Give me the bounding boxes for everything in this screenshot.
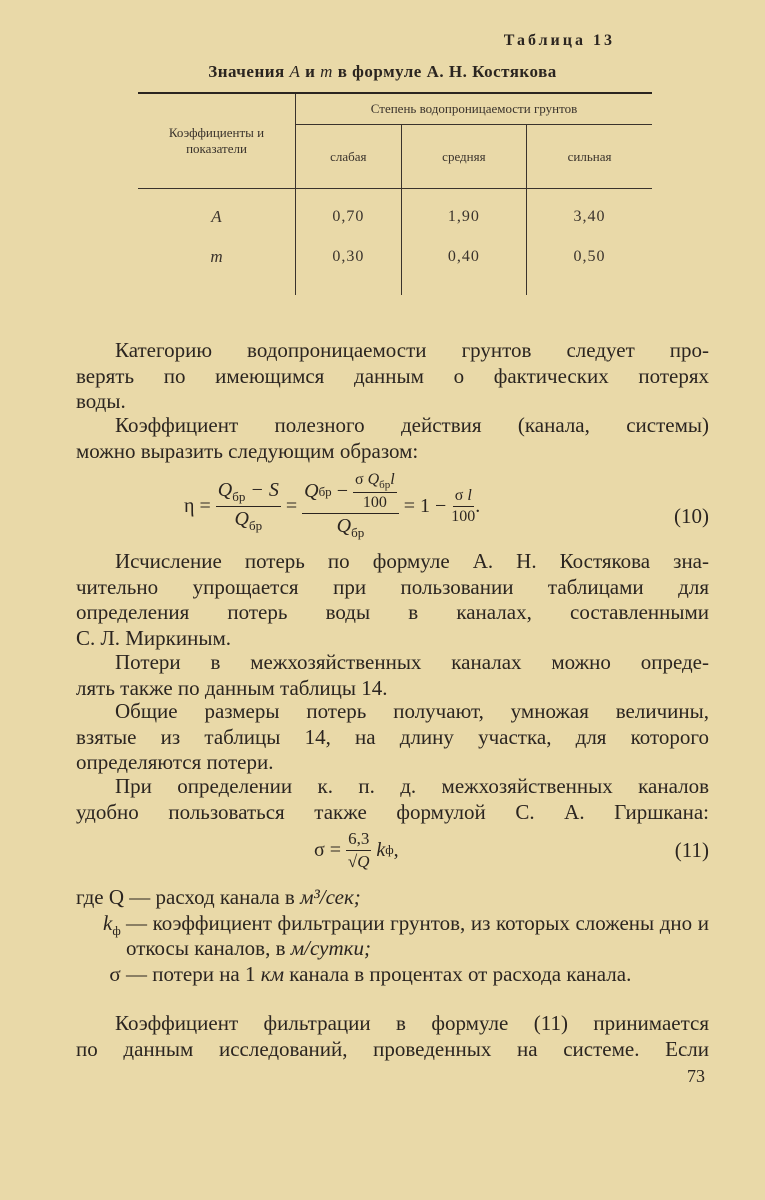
table-number: Таблица 13 bbox=[503, 32, 615, 49]
text-line: воды. bbox=[76, 389, 126, 414]
text-line: чительно упрощается при пользовании таблицами для bbox=[76, 574, 709, 599]
paragraph-6 bbox=[76, 774, 709, 825]
definition-q: где Q — расход канала в м³/сек; bbox=[76, 885, 361, 909]
table-row bbox=[138, 197, 652, 237]
equation-number: (10) bbox=[674, 504, 709, 528]
eta-symbol: η = bbox=[184, 494, 211, 517]
column-header: средняя bbox=[401, 125, 526, 189]
text-line: Коэффициент фильтрации в формуле (11) принимается bbox=[115, 1011, 709, 1035]
paragraph-7 bbox=[76, 1011, 709, 1062]
text-line: Общие размеры потерь получают, умножая величины, bbox=[115, 699, 709, 723]
text-line: определения потерь воды в каналах, составленными bbox=[76, 600, 709, 625]
table-cell: 0,70 bbox=[332, 208, 365, 225]
text-line: по данным исследований, проведенных на системе. Если bbox=[76, 1036, 709, 1061]
text-line: верять по имеющимся данным о фактических потерях bbox=[76, 363, 709, 388]
formula-11: σ = $\frac{6,3}{√Q}$ k ф , (11) bbox=[314, 828, 709, 871]
definition-sigma: σ — потери на 1 км канала в процентах от расхода канала. bbox=[109, 961, 632, 986]
variable-definitions bbox=[76, 885, 709, 987]
paragraph-3 bbox=[76, 549, 709, 651]
row-label: m bbox=[138, 237, 296, 277]
text-line: определяются потери. bbox=[76, 750, 274, 775]
coefficients-table bbox=[138, 92, 652, 295]
page-number: 73 bbox=[687, 1066, 705, 1086]
paragraph-2 bbox=[76, 413, 709, 464]
paragraph-4 bbox=[76, 650, 709, 701]
definition-k: $k_ф$ — коэффициент фильтрации грунтов, из которых сложены дно и откосы каналов, в м/сутки; bbox=[102, 910, 709, 961]
table-cell: 0,50 bbox=[527, 237, 652, 277]
table-title-pre: Значения bbox=[208, 62, 285, 81]
equation-number: (11) bbox=[674, 838, 709, 862]
text-line: С. Л. Миркиным. bbox=[76, 625, 231, 650]
table-title-m: m bbox=[320, 62, 333, 81]
text-line: взятые из таблицы 14, на длину участка, для которого bbox=[76, 724, 709, 749]
row-header: Коэффициенты и показатели bbox=[138, 93, 296, 189]
fraction: Q бр − $\frac{\sigma Q_{бр}l}{100}$ $Q_{бр}$ bbox=[302, 471, 399, 541]
text-line: Потери в межхозяйственных каналах можно опреде- bbox=[115, 650, 709, 674]
formula-10: η = $\frac{Q_{бр} - S}{Q_{бр}}$ = Q бр − $\frac{\sigma Q_{бр}l}{100}$ $Q_{бр}$ = 1 − $\frac{\text{σ l}}{100}$ . (10) bbox=[184, 470, 709, 541]
text-line: Исчисление потерь по формуле А. Н. Костякова зна- bbox=[115, 549, 709, 573]
table-title-a: A bbox=[289, 62, 301, 81]
fraction: $\frac{6,3}{√Q}$ bbox=[347, 828, 370, 871]
column-header: сильная bbox=[527, 125, 652, 189]
text-line: лять также по данным таблицы 14. bbox=[76, 675, 388, 700]
table-cell: 0,30 bbox=[332, 248, 365, 265]
text-line: Категорию водопроницаемости грунтов следует про- bbox=[115, 338, 709, 362]
table-title bbox=[0, 62, 765, 82]
table-cell: 0,40 bbox=[401, 237, 526, 277]
row-label: A bbox=[138, 197, 296, 237]
text-line: можно выразить следующим образом: bbox=[76, 438, 419, 463]
paragraph-5 bbox=[76, 699, 709, 776]
table-row bbox=[138, 237, 652, 277]
table-title-post: в формуле А. Н. Костякова bbox=[337, 62, 557, 81]
column-header: слабая bbox=[296, 125, 402, 189]
text-line: Коэффициент полезного действия (канала, системы) bbox=[115, 413, 709, 437]
paragraph-1 bbox=[76, 338, 709, 415]
group-header: Степень водопроницаемости грунтов bbox=[296, 93, 653, 125]
table-cell: 3,40 bbox=[527, 197, 652, 237]
fraction: $\frac{\text{σ l}}{100}$ bbox=[451, 486, 476, 525]
table-cell: 1,90 bbox=[401, 197, 526, 237]
text-line: удобно пользоваться также формулой С. А. Гиршкана: bbox=[76, 799, 709, 824]
text-line: При определении к. п. д. межхозяйственных каналов bbox=[115, 774, 709, 798]
table-title-and: и bbox=[305, 62, 316, 81]
fraction: $\frac{Q_{бр} - S}{Q_{бр}}$ bbox=[217, 478, 279, 533]
